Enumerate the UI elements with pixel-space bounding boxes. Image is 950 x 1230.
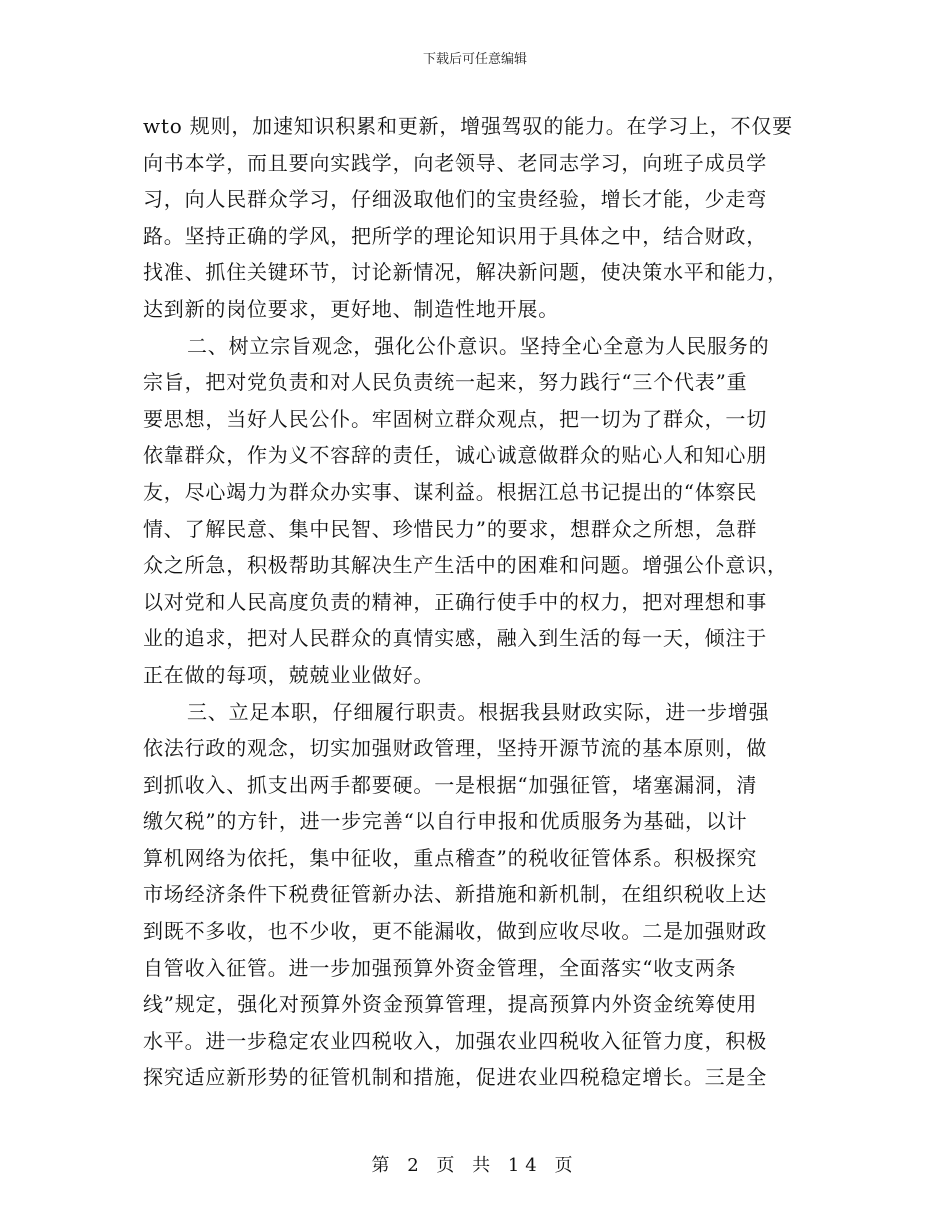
text-line: 算机网络为依托，集中征收，重点稽查”的税收征管体系。积极探究: [143, 845, 758, 870]
text-line: 到既不多收，也不少收，更不能漏收，做到应收尽收。二是加强财政: [143, 919, 767, 944]
text-line: 习，向人民群众学习，仔细汲取他们的宝贵经验，增长才能，少走弯: [143, 187, 767, 212]
document-body: [143, 108, 811, 1096]
text-line: 市场经济条件下税费征管新办法、新措施和新机制，在组织税收上达: [143, 882, 767, 907]
text-line: 探究适应新形势的征管机制和措施，促进农业四税稳定增长。三是全: [143, 1065, 767, 1090]
text-line: 水平。进一步稳定农业四税收入，加强农业四税收入征管力度，积极: [143, 1028, 767, 1053]
text-line: 找准、抓住关键环节，讨论新情况，解决新问题，使决策水平和能力，: [143, 260, 788, 285]
text-line: 自管收入征管。进一步加强预算外资金管理，全面落实“收支两条: [143, 955, 737, 980]
text-line: 众之所急，积极帮助其解决生产生活中的困难和问题。增强公仆意识，: [143, 553, 788, 578]
text-line: 线”规定，强化对预算外资金预算管理，提高预算内外资金统筹使用: [143, 992, 758, 1017]
page-header: 下载后可任意编辑: [422, 52, 527, 67]
text-line: 要思想，当好人民公仆。牢固树立群众观点，把一切为了群众，一切: [143, 406, 767, 431]
text-line: 达到新的岗位要求，更好地、制造性地开展。: [143, 296, 559, 321]
text-line: 依法行政的观念，切实加强财政管理，坚持开源节流的基本原则，做: [143, 736, 767, 761]
text-line: wto 规则，加速知识积累和更新，增强驾驭的能力。在学习上，不仅要: [143, 114, 793, 138]
text-line: 到抓收入、抓支出两手都要硬。一是根据“加强征管，堵塞漏洞，清: [143, 772, 758, 797]
text-line: 缴欠税”的方针，进一步完善“以自行申报和优质服务为基础，以计: [143, 809, 748, 834]
text-line: 正在做的每项，兢兢业业做好。: [143, 662, 435, 687]
text-line: 向书本学，而且要向实践学，向老领导、老同志学习，向班子成员学: [143, 150, 767, 175]
text-line: 业的追求，把对人民群众的真情实感，融入到生活的每一天，倾注于: [143, 626, 767, 651]
paragraph-start-line: 二、树立宗旨观念，强化公仆意识。坚持全心全意为人民服务的: [187, 333, 770, 358]
text-line: 依靠群众，作为义不容辞的责任，诚心诚意做群众的贴心人和知心朋: [143, 443, 767, 468]
page-number-footer: 第 2 页 共 14 页: [371, 1155, 579, 1176]
text-line: 宗旨，把对党负责和对人民负责统一起来，努力践行“三个代表”重: [143, 370, 748, 395]
text-line: 情、了解民意、集中民智、珍惜民力”的要求，想群众之所想，急群: [143, 516, 758, 541]
text-line: 路。坚持正确的学风，把所学的理论知识用于具体之中，结合财政，: [143, 223, 767, 248]
text-line: 友，尽心竭力为群众办实事、谋利益。根据江总书记提出的“体察民: [143, 479, 758, 504]
text-line: 以对党和人民高度负责的精神，正确行使手中的权力，把对理想和事: [143, 589, 767, 614]
paragraph-start-line: 三、立足本职，仔细履行职责。根据我县财政实际，进一步增强: [187, 699, 770, 724]
